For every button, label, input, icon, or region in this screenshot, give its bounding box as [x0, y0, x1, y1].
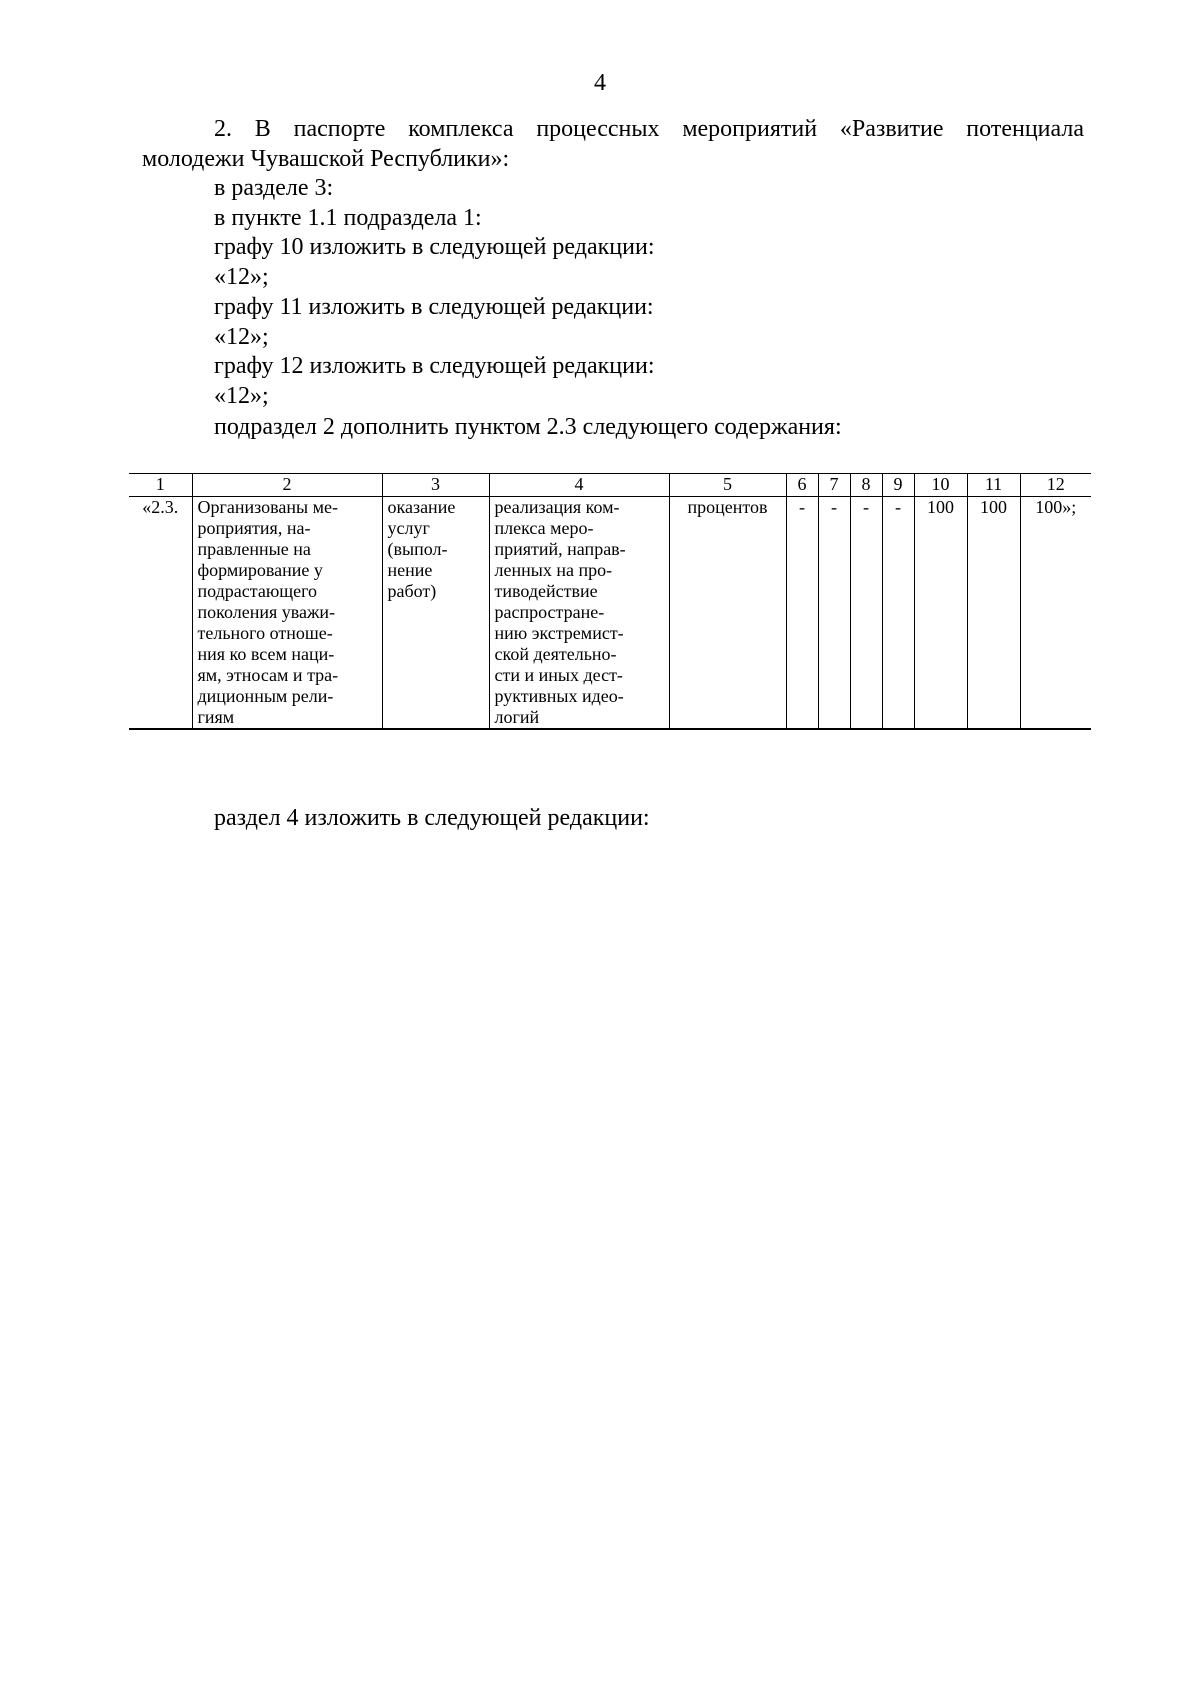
paragraph-column-11: графу 11 изложить в следующей редакции:	[214, 294, 654, 320]
paragraph-column-12-value: «12»;	[214, 383, 269, 409]
paragraph-column-10: графу 10 изложить в следующей редакции:	[214, 234, 655, 260]
table-header-cell: 12	[1020, 474, 1091, 497]
cell-item-number: «2.3.	[129, 497, 192, 730]
table-header-cell: 2	[192, 474, 382, 497]
table-header-cell: 6	[786, 474, 818, 497]
table-header-cell: 9	[882, 474, 914, 497]
cell-value-12: 100»;	[1020, 497, 1091, 730]
page-number: 4	[594, 70, 606, 96]
table-header-row	[129, 474, 1091, 497]
cell-task-name: Организованы ме- роприятия, на- правленные на формирование у подрастающего поколения уважи- тельного отноше- ния ко всем наци- ям, этносам и тра- диционным рели- гиям	[192, 497, 382, 730]
table-header-cell: 5	[669, 474, 786, 497]
table-row	[129, 497, 1091, 730]
paragraph-intro-line2: молодежи Чувашской Республики»:	[142, 146, 510, 172]
paragraph-intro-line1: 2. В паспорте комплекса процессных мероприятий «Развитие потенциала	[214, 116, 1084, 142]
cell-result-type: оказание услуг (выпол- нение работ)	[382, 497, 489, 730]
paragraph-section-3: в разделе 3:	[214, 175, 334, 201]
paragraph-item-1-1: в пункте 1.1 подраздела 1:	[214, 205, 482, 231]
paragraph-section-4: раздел 4 изложить в следующей редакции:	[214, 805, 650, 831]
table-header-cell: 11	[967, 474, 1020, 497]
table-header-cell: 3	[382, 474, 489, 497]
paragraph-column-10-value: «12»;	[214, 264, 269, 290]
cell-value-6: -	[786, 497, 818, 730]
cell-characteristic: реализация ком- плекса меро- приятий, направ- ленных на про- тиводействие распростране- нию экстремист- ской деятельно- сти и иных дест- руктивных идео- логий	[489, 497, 669, 730]
cell-unit: процентов	[669, 497, 786, 730]
measures-table	[129, 473, 1091, 730]
table-header-cell: 8	[850, 474, 882, 497]
cell-value-11: 100	[967, 497, 1020, 730]
cell-value-9: -	[882, 497, 914, 730]
table-header-cell: 1	[129, 474, 192, 497]
cell-value-10: 100	[914, 497, 967, 730]
table-header-cell: 10	[914, 474, 967, 497]
paragraph-column-11-value: «12»;	[214, 324, 269, 350]
table-header-cell: 4	[489, 474, 669, 497]
cell-value-7: -	[818, 497, 850, 730]
table-header-cell: 7	[818, 474, 850, 497]
paragraph-subsection-2: подраздел 2 дополнить пунктом 2.3 следующего содержания:	[214, 414, 842, 440]
cell-value-8: -	[850, 497, 882, 730]
paragraph-column-12: графу 12 изложить в следующей редакции:	[214, 353, 655, 379]
